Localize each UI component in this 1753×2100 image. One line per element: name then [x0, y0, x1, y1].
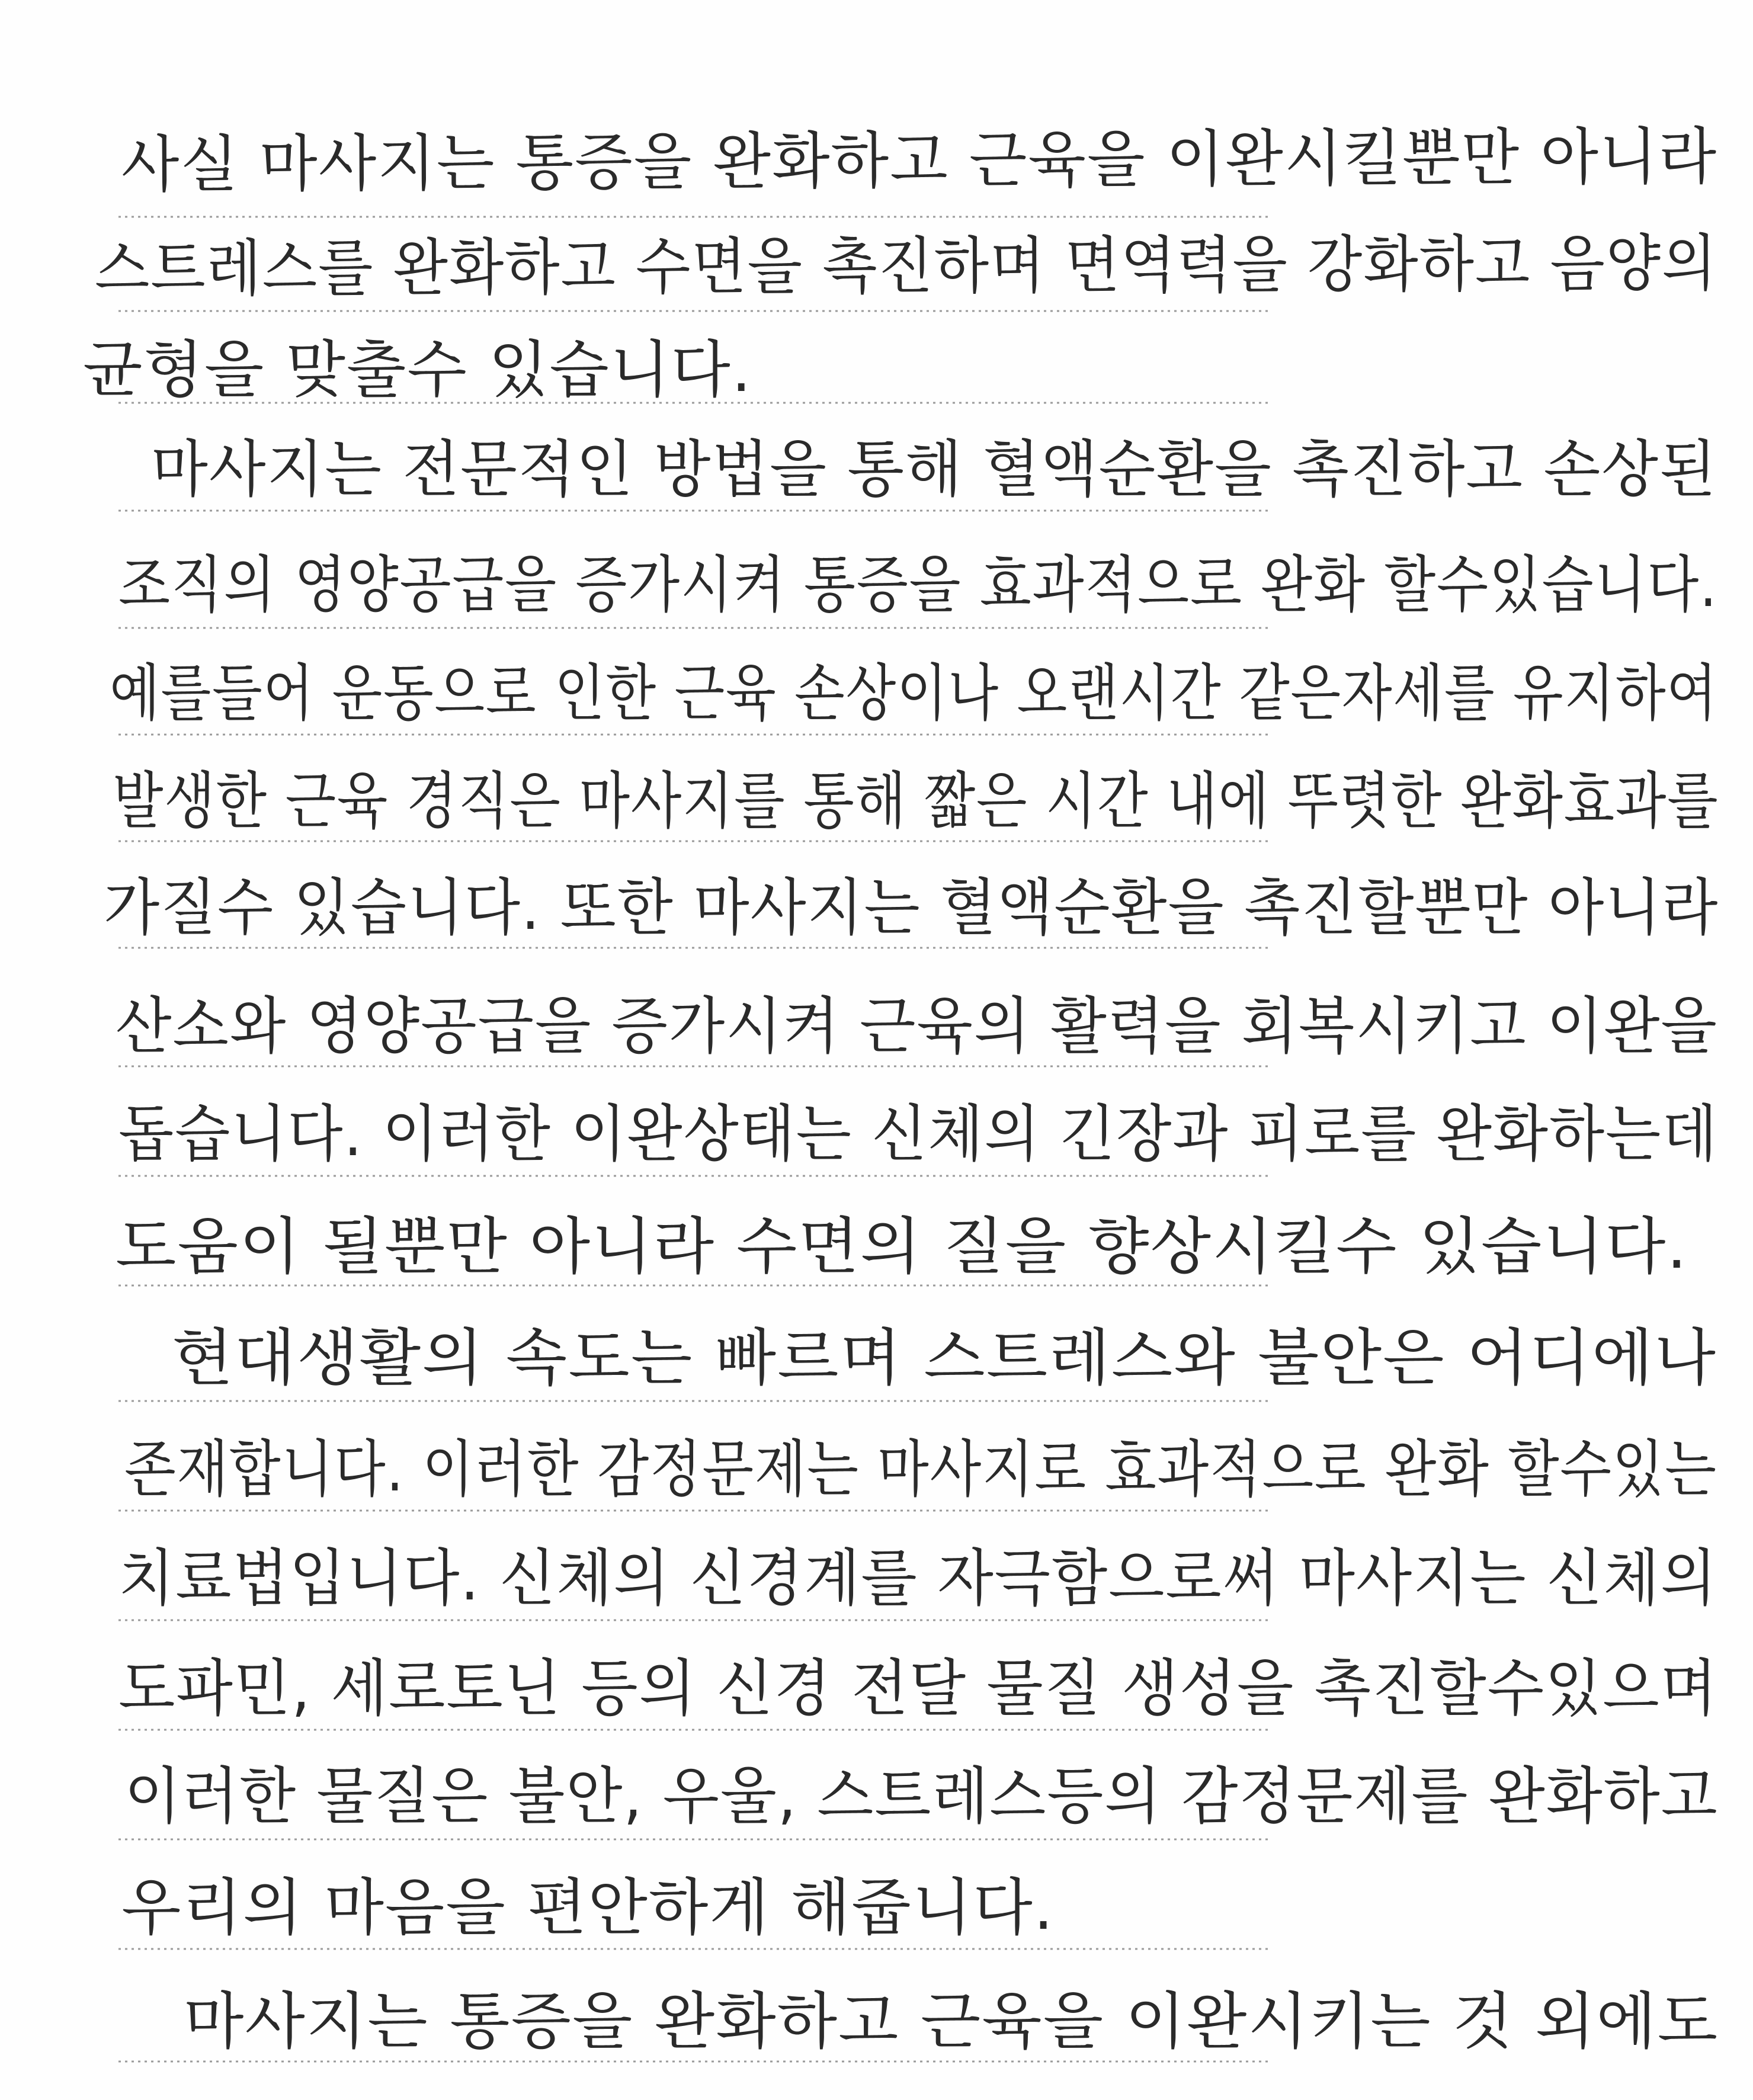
text-line: 마사지는 전문적인 방법을 통해 혈액순환을 촉진하고 손상된	[151, 433, 1717, 505]
text-line: 발생한 근육 경직은 마사지를 통해 짧은 시간 내에 뚜렷한 완화효과를	[113, 765, 1719, 837]
text-line: 균형을 맞출수 있습니다.	[83, 334, 752, 406]
text-line: 도파민, 세로토닌 등의 신경 전달 물질 생성을 촉진할수있으며	[118, 1652, 1718, 1724]
text-line: 가질수 있습니다. 또한 마사지는 혈액순환을 촉진할뿐만 아니라	[104, 871, 1719, 944]
text-line: 스트레스를 완화하고 수면을 촉진하며 면역력을 강화하고 음양의	[94, 227, 1718, 305]
text-line: 조직의 영양공급을 증가시켜 통증을 효과적으로 완화 할수있습니다.	[118, 549, 1718, 621]
text-line: 사실 마사지는 통증을 완화하고 근육을 이완시킬뿐만 아니라	[121, 120, 1718, 201]
text-line: 현대생활의 속도는 빠르며 스트레스와 불안은 어디에나	[172, 1322, 1717, 1394]
text-line: 이러한 물질은 불안, 우울, 스트레스등의 감정문제를 완화하고	[124, 1760, 1719, 1832]
text-line: 예를들어 운동으로 인한 근육 손상이나 오랜시간 같은자세를 유지하여	[110, 657, 1718, 729]
text-line: 존재합니다. 이러한 감정문제는 마사지로 효과적으로 완화 할수있는	[124, 1433, 1717, 1505]
text-line: 돕습니다. 이러한 이완상태는 신체의 긴장과 피로를 완화하는데	[118, 1098, 1719, 1170]
text-line: 마사지는 통증을 완화하고 근육을 이완시키는 것 외에도	[184, 1985, 1719, 2057]
text-line: 산소와 영양공급을 증가시켜 근육의 활력을 회복시키고 이완을	[116, 990, 1718, 1062]
text-line: 우리의 마음을 편안하게 해줍니다.	[121, 1871, 1055, 1944]
text-line: 치료법입니다. 신체의 신경계를 자극함으로써 마사지는 신체의	[118, 1542, 1718, 1614]
text-line: 도움이 될뿐만 아니라 수면의 질을 향상시킬수 있습니다.	[116, 1210, 1688, 1283]
